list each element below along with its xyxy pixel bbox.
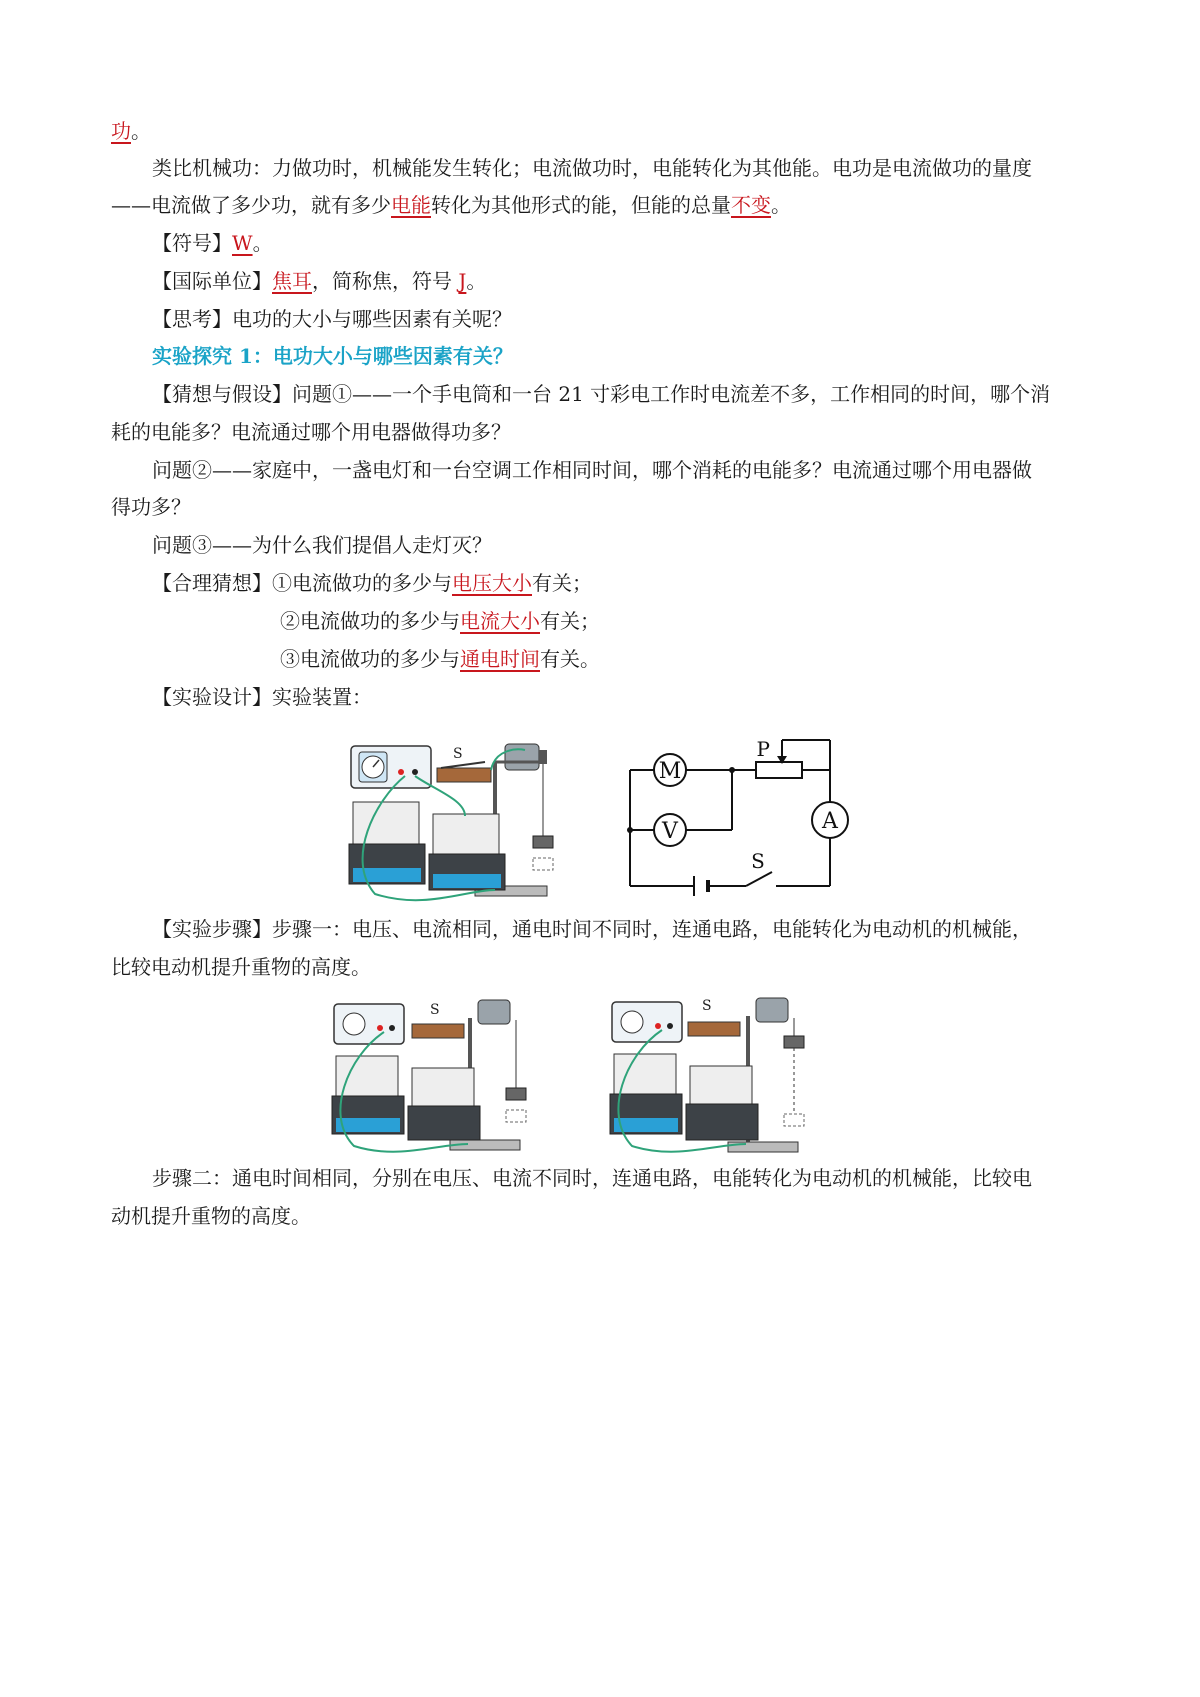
paragraph-analogy-2: ——电流做了多少功，就有多少电能转化为其他形式的能，但能的总量不变。 [111,193,791,217]
circuit-diagram [622,736,862,908]
apparatus-figure [345,740,607,906]
ammeter-device [433,814,499,856]
motor [505,744,539,770]
question2-line-1: 问题②——家庭中，一盏电灯和一台空调工作相同时间，哪个消耗的电能多？电流通过哪个用电器做 [152,458,1032,482]
rheostat [756,762,802,778]
answer-unchanged: 不变 [731,193,771,217]
answer-electric-energy: 电能 [391,193,431,217]
step2-line-2: 动机提升重物的高度。 [111,1204,311,1228]
switch-label: S [453,746,463,762]
switch-base [437,768,491,782]
switch-label: S [430,1002,440,1018]
question2-line-2: 得功多？ [111,495,191,519]
answer-unit-symbol: J [458,269,467,293]
line-continuation: 功。 [111,119,151,143]
answer-voltage: 电压大小 [452,571,532,595]
step2-line-1: 步骤二：通电时间相同，分别在电压、电流不同时，连通电路，电能转化为电动机的机械能，比较电 [152,1166,1032,1190]
step1-figure-right [606,994,862,1158]
steps-line-1: 【实验步骤】步骤一：电压、电流相同，通电时间不同时，连通电路，电能转化为电动机的机械能， [152,917,1032,941]
ammeter-label: A [822,809,838,834]
hypothesis-line-2: 耗的电能多？电流通过哪个用电器做得功多？ [111,420,511,444]
voltmeter-label: V [662,819,678,844]
guess-line-2: ②电流做功的多少与电流大小有关； [280,609,600,633]
think-line: 【思考】电功的大小与哪些因素有关呢？ [152,307,512,331]
design-line: 【实验设计】实验装置： [152,685,372,709]
answer-current: 电流大小 [460,609,540,633]
answer-symbol: W [232,231,253,255]
question3-line: 问题③——为什么我们提倡人走灯灭？ [152,533,492,557]
guess-line-3: ③电流做功的多少与通电时间有关。 [280,647,600,671]
voltmeter-device [353,802,419,846]
steps-line-2: 比较电动机提升重物的高度。 [111,955,371,979]
answer-time: 通电时间 [460,647,540,671]
guess-line-1: 【合理猜想】①电流做功的多少与电压大小有关； [152,571,592,595]
answer-gong: 功 [111,119,131,143]
symbol-line: 【符号】W。 [152,231,273,255]
switch-label: S [702,998,712,1014]
experiment-heading: 实验探究 1：电功大小与哪些因素有关？ [152,344,513,368]
step1-figure-left [328,996,580,1156]
answer-joule: 焦耳 [272,269,312,293]
switch-symbol [746,872,772,886]
weight [533,836,553,848]
slider-label: P [756,737,770,761]
paragraph-analogy-1: 类比机械功：力做功时，机械能发生转化；电流做功时，电能转化为其他能。电功是电流做功的量度 [152,156,1032,180]
hypothesis-line-1: 【猜想与假设】问题①——一个手电筒和一台 21 寸彩电工作时电流差不多，工作相同的时间，哪个消 [152,382,1051,406]
switch-label: S [751,849,765,873]
unit-line: 【国际单位】焦耳，简称焦，符号 J。 [152,269,487,293]
motor-label: M [658,759,682,784]
